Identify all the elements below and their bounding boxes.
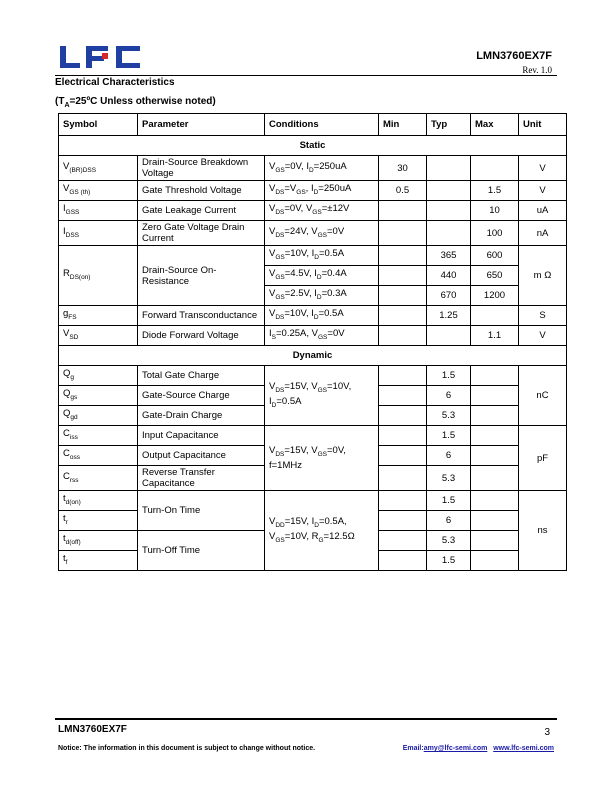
parameter-cell: Turn-Off Time xyxy=(138,531,265,571)
table-row xyxy=(59,201,567,221)
max-cell: 650 xyxy=(471,266,519,286)
max-cell: 1.5 xyxy=(471,181,519,201)
parameter-cell: Output Capacitance xyxy=(138,446,265,466)
website-link[interactable]: www.lfc-semi.com xyxy=(493,745,554,752)
static-section-row xyxy=(59,136,567,156)
header-divider xyxy=(55,75,557,76)
electrical-characteristics-table xyxy=(58,113,567,571)
unit-cell: V xyxy=(519,156,567,181)
parameter-cell: Forward Transconductance xyxy=(138,306,265,326)
table-row xyxy=(59,156,567,181)
typ-cell: 670 xyxy=(427,286,471,306)
typ-cell: 6 xyxy=(427,386,471,406)
parameter-cell: Gate Threshold Voltage xyxy=(138,181,265,201)
unit-cell: m Ω xyxy=(519,246,567,306)
symbol-cell: $Q_{gd}$ xyxy=(59,406,138,426)
min-cell xyxy=(379,201,427,221)
symbol-cell: $Q_{gs}$ xyxy=(59,386,138,406)
min-cell: 0.5 xyxy=(379,181,427,201)
min-cell xyxy=(379,366,427,386)
typ-cell xyxy=(427,326,471,346)
min-cell xyxy=(379,386,427,406)
dynamic-section-row xyxy=(59,346,567,366)
unit-cell: V xyxy=(519,181,567,201)
max-cell xyxy=(471,531,519,551)
unit-cell: uA xyxy=(519,201,567,221)
conditions-cell: $V_{DD}=15V$, $I_D=0.5A$, $V_{GS}=10V$, $R_G=12.5\Omega$ xyxy=(265,491,379,571)
table-row xyxy=(59,491,567,511)
parameter-cell: Total Gate Charge xyxy=(138,366,265,386)
symbol-cell: $C_{rss}$ xyxy=(59,466,138,491)
parameter-cell: Reverse Transfer Capacitance xyxy=(138,466,265,491)
column-header: Typ xyxy=(427,114,471,136)
conditions-cell: $V_{GS}=0V$, $I_D=250uA$ xyxy=(265,156,379,181)
typ-cell: 1.5 xyxy=(427,426,471,446)
contact-info xyxy=(403,745,554,752)
min-cell xyxy=(379,511,427,531)
column-header: Min xyxy=(379,114,427,136)
parameter-cell: Drain-Source Breakdown Voltage xyxy=(138,156,265,181)
conditions-cell: $V_{DS}=10V$, $I_D=0.5A$ xyxy=(265,306,379,326)
max-cell xyxy=(471,551,519,571)
typ-cell: 6 xyxy=(427,446,471,466)
max-cell xyxy=(471,306,519,326)
max-cell xyxy=(471,446,519,466)
parameter-cell: Input Capacitance xyxy=(138,426,265,446)
min-cell xyxy=(379,531,427,551)
typ-cell xyxy=(427,221,471,246)
email-link[interactable]: amy@lfc-semi.com xyxy=(423,745,488,752)
min-cell xyxy=(379,426,427,446)
min-cell xyxy=(379,326,427,346)
max-cell xyxy=(471,491,519,511)
conditions-cell: $I_S=0.25A$, $V_{GS}=0V$ xyxy=(265,326,379,346)
revision-label: Rev. 1.0 xyxy=(522,65,552,75)
typ-cell: 1.5 xyxy=(427,366,471,386)
footer-part-number: LMN3760EX7F xyxy=(58,724,127,735)
max-cell: 600 xyxy=(471,246,519,266)
max-cell xyxy=(471,511,519,531)
min-cell xyxy=(379,306,427,326)
column-header: Parameter xyxy=(138,114,265,136)
parameter-cell: Gate-Source Charge xyxy=(138,386,265,406)
unit-cell: S xyxy=(519,306,567,326)
parameter-cell: Diode Forward Voltage xyxy=(138,326,265,346)
conditions-cell: $V_{GS}=2.5V$, $I_D=0.3A$ xyxy=(265,286,379,306)
typ-cell: 440 xyxy=(427,266,471,286)
max-cell: 1.1 xyxy=(471,326,519,346)
min-cell: 30 xyxy=(379,156,427,181)
unit-cell: nC xyxy=(519,366,567,426)
page-number: 3 xyxy=(544,727,550,738)
conditions-note: ($T_A=25ºC$ Unless otherwise noted) xyxy=(55,96,216,109)
email-label: Email: xyxy=(402,745,424,752)
parameter-cell: Gate-Drain Charge xyxy=(138,406,265,426)
max-cell: 10 xyxy=(471,201,519,221)
unit-cell: nA xyxy=(519,221,567,246)
column-header: Unit xyxy=(519,114,567,136)
conditions-cell: $V_{DS}=24V$, $V_{GS}=0V$ xyxy=(265,221,379,246)
table-row xyxy=(59,221,567,246)
symbol-cell: $g_{FS}$ xyxy=(59,306,138,326)
column-header: Conditions xyxy=(265,114,379,136)
max-cell xyxy=(471,466,519,491)
min-cell xyxy=(379,286,427,306)
symbol-cell: $C_{iss}$ xyxy=(59,426,138,446)
min-cell xyxy=(379,221,427,246)
parameter-cell: Zero Gate Voltage Drain Current xyxy=(138,221,265,246)
conditions-cell: $V_{DS}=V_{GS}$, $I_D=250uA$ xyxy=(265,181,379,201)
min-cell xyxy=(379,406,427,426)
symbol-cell: $t_{d(on)}$ xyxy=(59,491,138,511)
symbol-cell: $V_{(BR)DSS}$ xyxy=(59,156,138,181)
lfc-logo xyxy=(58,44,142,70)
symbol-cell: $t_r$ xyxy=(59,511,138,531)
column-header: Max xyxy=(471,114,519,136)
min-cell xyxy=(379,491,427,511)
symbol-cell: $C_{oss}$ xyxy=(59,446,138,466)
typ-cell: 5.3 xyxy=(427,406,471,426)
conditions-cell: $V_{DS}=0V$, $V_{GS}=\pm 12V$ xyxy=(265,201,379,221)
symbol-cell: $Q_g$ xyxy=(59,366,138,386)
column-header: Symbol xyxy=(59,114,138,136)
symbol-cell: $V_{SD}$ xyxy=(59,326,138,346)
typ-cell: 5.3 xyxy=(427,531,471,551)
parameter-cell: Gate Leakage Current xyxy=(138,201,265,221)
unit-cell: V xyxy=(519,326,567,346)
unit-cell: pF xyxy=(519,426,567,491)
max-cell: 1200 xyxy=(471,286,519,306)
max-cell xyxy=(471,406,519,426)
min-cell xyxy=(379,266,427,286)
typ-cell xyxy=(427,201,471,221)
table-row xyxy=(59,366,567,386)
max-cell xyxy=(471,156,519,181)
conditions-cell: $V_{DS}=15V$, $V_{GS}=0V$, f=1MHz xyxy=(265,426,379,491)
parameter-cell: Drain-Source On-Resistance xyxy=(138,246,265,306)
conditions-cell: $V_{DS}=15V$, $V_{GS}=10V$, $I_D=0.5A$ xyxy=(265,366,379,426)
symbol-cell: $I_{GSS}$ xyxy=(59,201,138,221)
unit-cell: ns xyxy=(519,491,567,571)
max-cell xyxy=(471,426,519,446)
typ-cell: 1.5 xyxy=(427,551,471,571)
min-cell xyxy=(379,466,427,491)
table-row xyxy=(59,306,567,326)
typ-cell: 365 xyxy=(427,246,471,266)
typ-cell: 1.25 xyxy=(427,306,471,326)
typ-cell xyxy=(427,156,471,181)
symbol-cell: $t_f$ xyxy=(59,551,138,571)
dynamic-section-row-label: Dynamic xyxy=(59,346,567,366)
notice-text: Notice: The information in this document is subject to change without notice. xyxy=(58,745,316,752)
symbol-cell: $t_{d(off)}$ xyxy=(59,531,138,551)
table-header-row xyxy=(59,114,567,136)
header-part-number: LMN3760EX7F xyxy=(476,50,552,62)
typ-cell xyxy=(427,181,471,201)
table-row xyxy=(59,326,567,346)
typ-cell: 5.3 xyxy=(427,466,471,491)
min-cell xyxy=(379,446,427,466)
conditions-cell: $V_{GS}=4.5V$, $I_D=0.4A$ xyxy=(265,266,379,286)
symbol-cell: $V_{GS (th)}$ xyxy=(59,181,138,201)
max-cell xyxy=(471,366,519,386)
symbol-cell: $I_{DSS}$ xyxy=(59,221,138,246)
min-cell xyxy=(379,246,427,266)
min-cell xyxy=(379,551,427,571)
typ-cell: 1.5 xyxy=(427,491,471,511)
typ-cell: 6 xyxy=(427,511,471,531)
max-cell: 100 xyxy=(471,221,519,246)
section-title: Electrical Characteristics xyxy=(55,77,175,88)
symbol-cell: $R_{DS(on)}$ xyxy=(59,246,138,306)
table-row xyxy=(59,426,567,446)
static-section-row-label: Static xyxy=(59,136,567,156)
parameter-cell: Turn-On Time xyxy=(138,491,265,531)
footer-divider xyxy=(55,718,557,720)
max-cell xyxy=(471,386,519,406)
conditions-cell: $V_{GS}=10V$, $I_D=0.5A$ xyxy=(265,246,379,266)
table-row xyxy=(59,246,567,266)
table-row xyxy=(59,181,567,201)
